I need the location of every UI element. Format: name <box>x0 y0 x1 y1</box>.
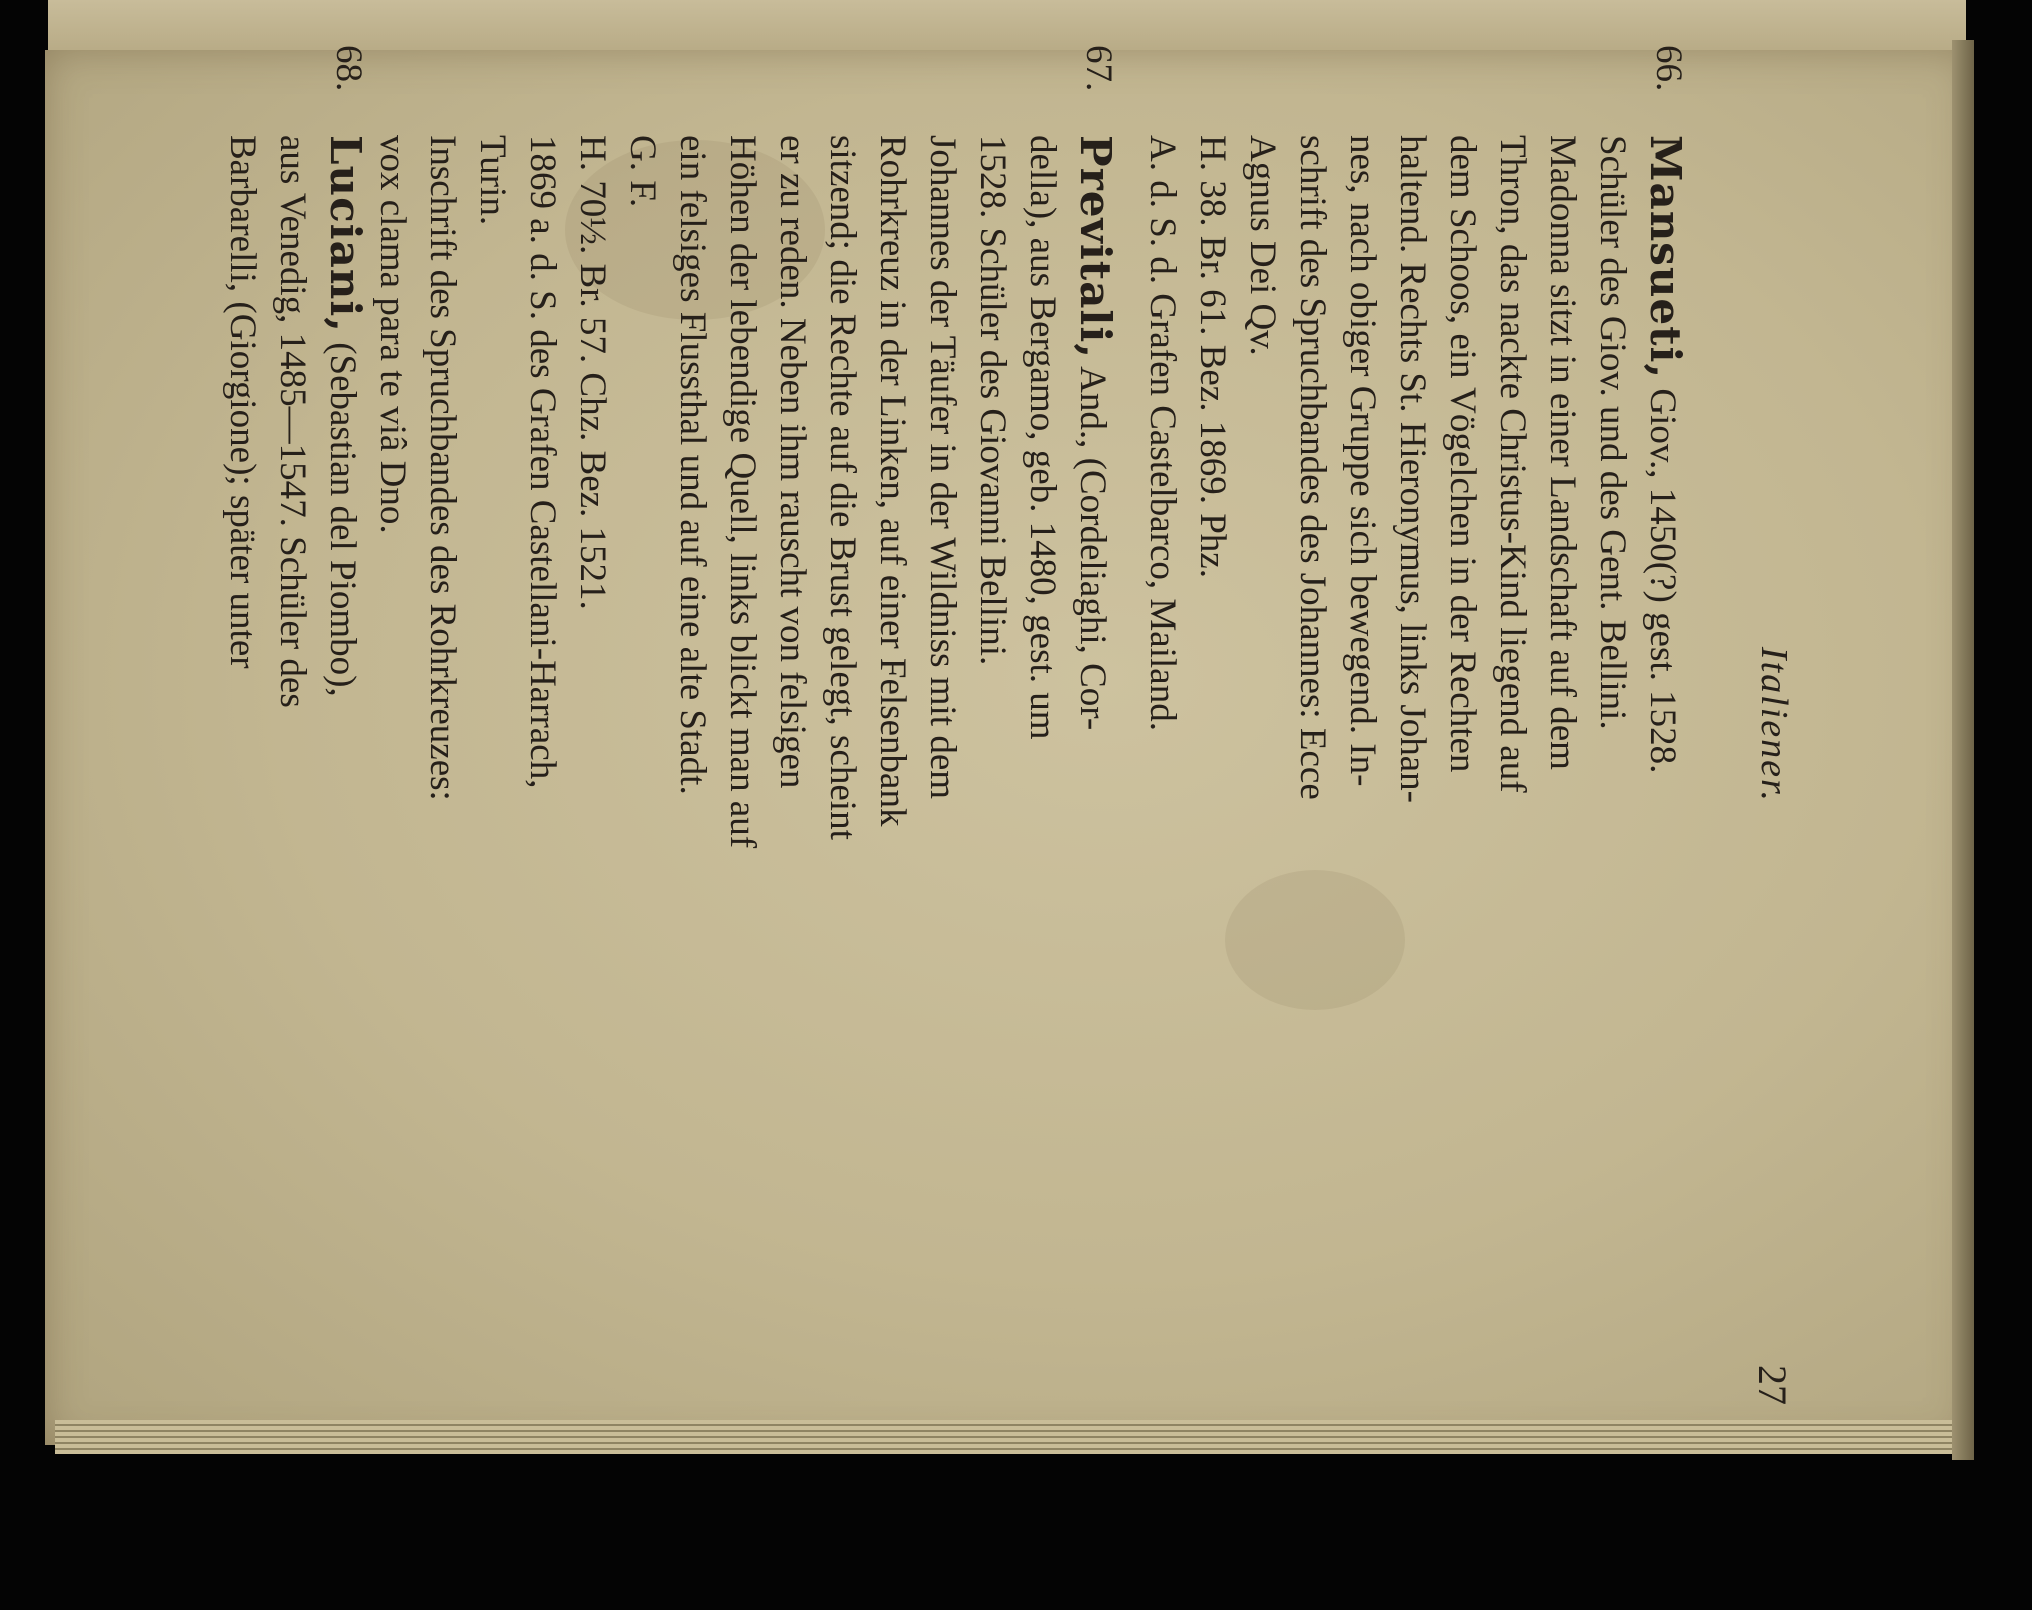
entry-line: nes, nach obiger Gruppe sich bewegend. In- <box>1342 135 1383 787</box>
entry-line: H. 38. Br. 61. Bez. 1869. Phz. <box>1192 135 1233 578</box>
entry-number: 68. <box>328 45 369 92</box>
entry-line: Barbarelli, (Giorgione); später unter <box>222 135 263 669</box>
entry-line: Madonna sitzt in einer Landschaft auf dem <box>1542 135 1583 770</box>
entry-line: Höhen der lebendige Quell, links blickt man auf <box>722 135 763 849</box>
entry-line: Schüler des Giov. und des Gent. Bellini. <box>1592 135 1633 730</box>
entry-line: Rohrkreuz in der Linken, auf einer Felsenbank <box>872 135 913 827</box>
entry-line: ein felsiges Flussthal und auf eine alte Stadt. <box>672 135 713 795</box>
book-spine <box>1952 40 1974 1460</box>
artist-name: Mansueti, <box>1641 135 1690 380</box>
running-header <box>1730 45 1810 1405</box>
entry-line: H. 70½. Br. 57. Chz. Bez. 1521. <box>572 135 613 610</box>
entry-line: Thron, das nackte Christus-Kind liegend auf <box>1492 135 1533 793</box>
entry-line: Johannes der Täufer in der Wildniss mit dem <box>922 135 963 800</box>
artist-name: Luciani, <box>321 135 370 333</box>
entry-line: A. d. S. d. Grafen Castelbarco, Mailand. <box>1142 135 1183 731</box>
catalogue-entry-68 <box>217 45 370 1405</box>
page-stack-edge <box>55 1420 1960 1454</box>
printed-text-block <box>190 45 1810 1405</box>
running-title: Italiener. <box>1753 646 1795 804</box>
entry-line: 1528. Schüler des Giovanni Bellini. <box>972 135 1013 666</box>
entry-line: sitzend; die Rechte auf die Brust gelegt, scheint <box>822 135 863 840</box>
entry-line: Inschrift des Spruchbandes des Rohrkreuzes: <box>422 135 463 801</box>
entry-text <box>367 135 1120 1405</box>
entry-first-line: Mansueti, Giov., 1450(?) gest. 1528. <box>1641 135 1690 774</box>
entry-line: 1869 a. d. S. des Grafen Castellani-Harrach, <box>522 135 563 789</box>
entry-line: vox clama para te viâ Dno. <box>372 135 413 534</box>
entry-number: 66. <box>1648 45 1689 92</box>
entry-text <box>1137 135 1690 1405</box>
entry-text <box>217 135 370 1405</box>
page-number: 27 <box>1750 1365 1795 1405</box>
catalogue-entry-67 <box>367 45 1120 1405</box>
entry-first-line: Previtali, And., (Cordeliaghi, Cor- <box>1071 135 1120 731</box>
entry-line: Agnus Dei Qv. <box>1242 135 1283 356</box>
entry-line: dem Schoos, ein Vögelchen in der Rechten <box>1442 135 1483 773</box>
entry-line: Turin. <box>472 135 513 226</box>
entry-line: er zu reden. Neben ihm rauscht von felsigen <box>772 135 813 789</box>
catalogue-entry-66 <box>1137 45 1690 1405</box>
entry-line: della), aus Bergamo, geb. 1480, gest. um <box>1022 135 1063 740</box>
entry-line: aus Venedig, 1485—1547. Schüler des <box>272 135 313 708</box>
entry-number: 67. <box>1078 45 1119 92</box>
entry-line: schrift des Spruchbandes des Johannes: Ecce <box>1292 135 1333 800</box>
entry-line: haltend. Rechts St. Hieronymus, links Johan- <box>1392 135 1433 803</box>
entry-first-line: Luciani, (Sebastian del Piombo), <box>321 135 370 697</box>
artist-name: Previtali, <box>1071 135 1120 359</box>
entry-line: G. F. <box>622 135 663 208</box>
